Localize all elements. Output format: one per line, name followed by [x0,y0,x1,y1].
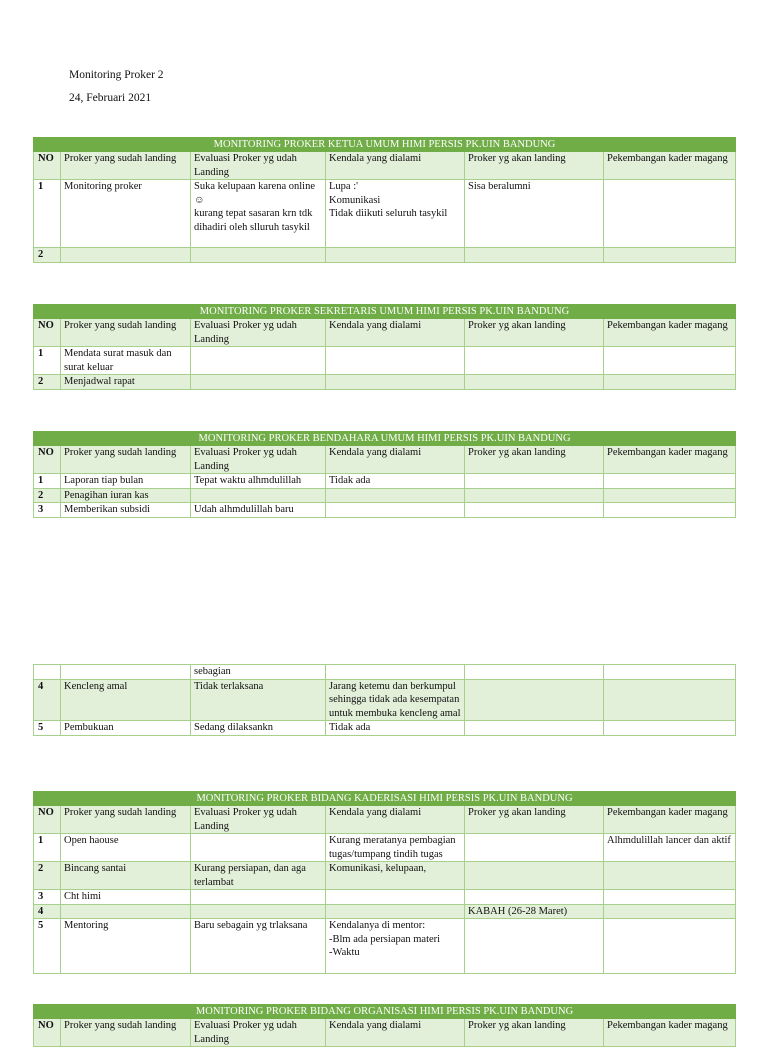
table-cell [191,834,326,862]
col-header: NO [34,806,61,834]
table-cell [604,919,736,974]
table-cell [604,503,736,518]
col-header: Pekembangan kader magang [604,1019,736,1047]
table-cell [465,862,604,890]
table-bidang-kaderisasi [33,791,736,974]
table-bidang-organisasi [33,1004,736,1047]
table-cell [326,248,465,263]
table-cell: Tidak terlaksana [191,679,326,721]
table-cell: 1 [34,180,61,248]
table-row [34,503,736,518]
col-header: Pekembangan kader magang [604,446,736,474]
table-cell: Alhmdulillah lancer dan aktif [604,834,736,862]
col-header: Proker yang sudah landing [61,446,191,474]
table-cell [604,862,736,890]
header-row [34,319,736,347]
col-header: Evaluasi Proker yg udah Landing [191,1019,326,1047]
table-row [34,834,736,862]
table-cell [465,474,604,489]
table-cell: 3 [34,890,61,905]
table-cell [465,721,604,736]
col-header: Kendala yang dialami [326,446,465,474]
table-cell: Tepat waktu alhmdulillah [191,474,326,489]
table-cell: sebagian [191,665,326,680]
col-header: Kendala yang dialami [326,152,465,180]
col-header: Proker yg akan landing [465,446,604,474]
table-cell [191,248,326,263]
table-row [34,721,736,736]
table-cell [604,375,736,390]
table-cell [465,890,604,905]
col-header: NO [34,1019,61,1047]
table-cell [465,665,604,680]
table-cell: Memberikan subsidi [61,503,191,518]
table-cell [191,890,326,905]
header-row [34,152,736,180]
table-cell [465,679,604,721]
document-title: Monitoring Proker 2 [69,69,164,81]
table-row [34,488,736,503]
table-cell: Laporan tiap bulan [61,474,191,489]
table-cell: 4 [34,679,61,721]
col-header: Proker yang sudah landing [61,1019,191,1047]
table-cell: Lupa :' Komunikasi Tidak diikuti seluruh tasykil [326,180,465,248]
table-row [34,180,736,248]
table-cell: Baru sebagain yg trlaksana [191,919,326,974]
header-row [34,446,736,474]
table-cell: 4 [34,904,61,919]
table-cell [465,488,604,503]
table-cell: Pembukuan [61,721,191,736]
col-header: Kendala yang dialami [326,319,465,347]
table-cell: Open haouse [61,834,191,862]
table-title: MONITORING PROKER BIDANG ORGANISASI HIMI PERSIS PK.UIN BANDUNG [34,1005,736,1019]
table-cell [326,503,465,518]
table-cell [191,904,326,919]
table-cell: Sisa beralumni [465,180,604,248]
table-cell [326,375,465,390]
table-cell: Kurang persiapan, dan aga terlambat [191,862,326,890]
table-cell: Komunikasi, kelupaan, [326,862,465,890]
table-row [34,347,736,375]
table-row [34,862,736,890]
table-title: MONITORING PROKER BIDANG KADERISASI HIMI PERSIS PK.UIN BANDUNG [34,792,736,806]
table-cell: 5 [34,721,61,736]
table-cell [604,890,736,905]
table-bendahara-umum [33,431,736,518]
table-cell [604,180,736,248]
table-cell [604,679,736,721]
table-cell [604,904,736,919]
table-cell [191,347,326,375]
table-cell [465,919,604,974]
table-cell: Cht himi [61,890,191,905]
table-cell [61,904,191,919]
table-cell: Suka kelupaan karena online ☺ kurang tepat sasaran krn tdk dihadiri oleh slluruh tasykil [191,180,326,248]
table-cell [191,375,326,390]
col-header: Proker yg akan landing [465,806,604,834]
table-cell [465,834,604,862]
table-cell: 3 [34,503,61,518]
table-cell: Udah alhmdulillah baru [191,503,326,518]
document-date: 24, Februari 2021 [69,92,152,104]
table-cell: Penagihan iuran kas [61,488,191,503]
table-cell: Kendalanya di mentor: -Blm ada persiapan materi -Waktu [326,919,465,974]
col-header: Proker yang sudah landing [61,806,191,834]
table-row [34,248,736,263]
col-header: Pekembangan kader magang [604,152,736,180]
table-cell: Tidak ada [326,474,465,489]
table-title: MONITORING PROKER KETUA UMUM HIMI PERSIS PK.UIN BANDUNG [34,138,736,152]
col-header: Proker yg akan landing [465,1019,604,1047]
table-cell: 1 [34,347,61,375]
table-cell [34,665,61,680]
table-cell: 1 [34,474,61,489]
table-cell: Jarang ketemu dan berkumpul sehingga tidak ada kesempatan untuk membuka kencleng amal [326,679,465,721]
table-title: MONITORING PROKER SEKRETARIS UMUM HIMI PERSIS PK.UIN BANDUNG [34,305,736,319]
table-row [34,375,736,390]
header-row [34,806,736,834]
table-cell [326,890,465,905]
table-cell [465,347,604,375]
col-header: Kendala yang dialami [326,806,465,834]
table-cell: 2 [34,862,61,890]
table-cell: 1 [34,834,61,862]
table-cell [61,665,191,680]
table-cell [604,347,736,375]
table-cell: Bincang santai [61,862,191,890]
table-cell [61,248,191,263]
table-cell: Mentoring [61,919,191,974]
table-cell [604,248,736,263]
table-cell: Menjadwal rapat [61,375,191,390]
table-title: MONITORING PROKER BENDAHARA UMUM HIMI PERSIS PK.UIN BANDUNG [34,432,736,446]
table-row [34,474,736,489]
table-cell: Tidak ada [326,721,465,736]
table-cell: Kencleng amal [61,679,191,721]
table-ketua-umum [33,137,736,263]
table-cell [604,474,736,489]
col-header: NO [34,152,61,180]
table-cell [326,488,465,503]
table-cell [604,665,736,680]
table-cell: Kurang meratanya pembagian tugas/tumpang tindih tugas [326,834,465,862]
table-cell: 2 [34,375,61,390]
table-cell: Mendata surat masuk dan surat keluar [61,347,191,375]
col-header: Pekembangan kader magang [604,319,736,347]
table-cell [604,721,736,736]
table-cell: KABAH (26-28 Maret) [465,904,604,919]
col-header: Evaluasi Proker yg udah Landing [191,319,326,347]
col-header: Proker yg akan landing [465,319,604,347]
col-header: NO [34,319,61,347]
table-cell: 2 [34,248,61,263]
table-cell [326,665,465,680]
table-row [34,904,736,919]
table-cell: Sedang dilaksankn [191,721,326,736]
col-header: Evaluasi Proker yg udah Landing [191,152,326,180]
table-cell [604,488,736,503]
table-bendahara-umum-continued [33,664,736,736]
col-header: Proker yang sudah landing [61,152,191,180]
table-cell [465,375,604,390]
table-cell [326,904,465,919]
col-header: Evaluasi Proker yg udah Landing [191,446,326,474]
header-row [34,1019,736,1047]
col-header: Kendala yang dialami [326,1019,465,1047]
table-cell: Monitoring proker [61,180,191,248]
table-row [34,679,736,721]
table-cell: 2 [34,488,61,503]
col-header: Proker yang sudah landing [61,319,191,347]
table-row [34,919,736,974]
col-header: Pekembangan kader magang [604,806,736,834]
table-cell [191,488,326,503]
table-row [34,890,736,905]
col-header: NO [34,446,61,474]
table-cell [465,248,604,263]
table-sekretaris-umum [33,304,736,390]
table-cell [326,347,465,375]
table-cell [465,503,604,518]
table-row [34,665,736,680]
col-header: Proker yg akan landing [465,152,604,180]
col-header: Evaluasi Proker yg udah Landing [191,806,326,834]
table-cell: 5 [34,919,61,974]
